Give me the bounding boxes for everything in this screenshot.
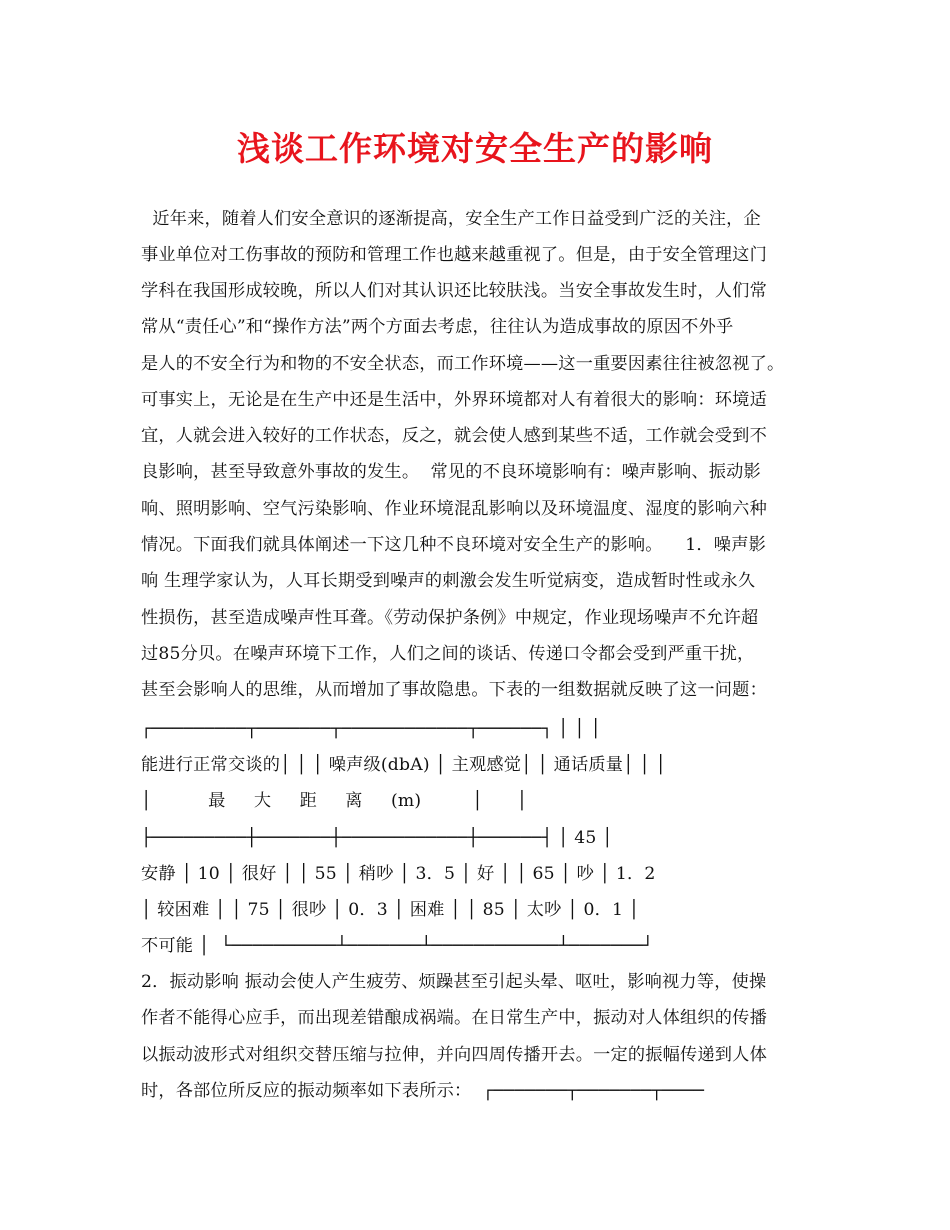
body-line: 可事实上，无论是在生产中还是生活中，外界环境都对人有着很大的影响：环境适 bbox=[141, 390, 767, 410]
body-line: 响、照明影响、空气污染影响、作业环境混乱影响以及环境温度、湿度的影响六种 bbox=[141, 499, 767, 519]
body-line: 宜，人就会进入较好的工作状态，反之，就会使人感到某些不适，工作就会受到不 bbox=[141, 426, 767, 446]
document-title: 浅谈工作环境对安全生产的影响 bbox=[237, 129, 713, 168]
body-line: 响 生理学家认为，人耳长期受到噪声的刺激会发生听觉病变，造成暂时性或永久 bbox=[141, 571, 756, 591]
body-line: 良影响，甚至导致意外事故的发生。 常见的不良环境影响有：噪声影响、振动影 bbox=[141, 462, 761, 482]
body-line: 时，各部位所反应的振动频率如下表所示： ┌───────┬───────┬──── bbox=[141, 1081, 705, 1101]
table-line: 能进行正常交谈的│ │ │ 噪声级(dbA) │ 主观感觉│ │ 通话质量│ │ │ bbox=[141, 755, 667, 775]
body-line: 学科在我国形成较晚，所以人们对其认识还比较肤浅。当安全事故发生时，人们常 bbox=[141, 281, 767, 301]
body-line: 近年来，随着人们安全意识的逐渐提高，安全生产工作日益受到广泛的关注，企 bbox=[141, 209, 761, 229]
table-line: ├─────────┼───────┼────────────┼──────┤ │ 45 │ bbox=[141, 828, 613, 848]
body-line: 常从“责任心”和“操作方法”两个方面去考虑，往往认为造成事故的原因不外乎 bbox=[141, 317, 734, 337]
body-line: 过85分贝。在噪声环境下工作，人们之间的谈话、传递口令都会受到严重干扰， bbox=[141, 644, 755, 664]
table-line: ┌─────────┬───────┬────────────┬──────┐ │ │ │ bbox=[141, 719, 601, 739]
body-line: 以振动波形式对组织交替压缩与拉伸，并向四周传播开去。一定的振幅传递到人体 bbox=[141, 1045, 767, 1065]
body-line: 性损伤，甚至造成噪声性耳聋。《劳动保护条例》中规定，作业现场噪声不允许超 bbox=[141, 608, 759, 628]
body-line: 情况。下面我们就具体阐述一下这几种不良环境对安全生产的影响。 1．噪声影 bbox=[141, 535, 766, 555]
body-line: 甚至会影响人的思维，从而增加了事故隐患。下表的一组数据就反映了这一问题： bbox=[141, 680, 767, 700]
table-line: │ 较困难 │ │ 75 │ 很吵 │ 0．3 │ 困难 │ │ 85 │ 太吵 │ 0．1 │ bbox=[141, 900, 640, 920]
body-line: 作者不能得心应手，而出现差错酿成祸端。在日常生产中，振动对人体组织的传播 bbox=[141, 1008, 767, 1028]
table-line: 安静 │ 10 │ 很好 │ │ 55 │ 稍吵 │ 3．5 │ 好 │ │ 65 │ 吵 │ 1．2 bbox=[141, 864, 656, 884]
table-line: │ 最 大 距 离 (m) │ │ bbox=[141, 791, 528, 811]
table-line: 不可能 │ └──────────┴───────┴────────────┴───────┘ bbox=[141, 936, 654, 956]
body-line: 是人的不安全行为和物的不安全状态，而工作环境——这一重要因素往往被忽视了。 bbox=[141, 354, 785, 374]
body-line: 事业单位对工伤事故的预防和管理工作也越来越重视了。但是，由于安全管理这门 bbox=[141, 245, 767, 265]
body-line: 2．振动影响 振动会使人产生疲劳、烦躁甚至引起头晕、呕吐，影响视力等，使操 bbox=[141, 972, 767, 992]
